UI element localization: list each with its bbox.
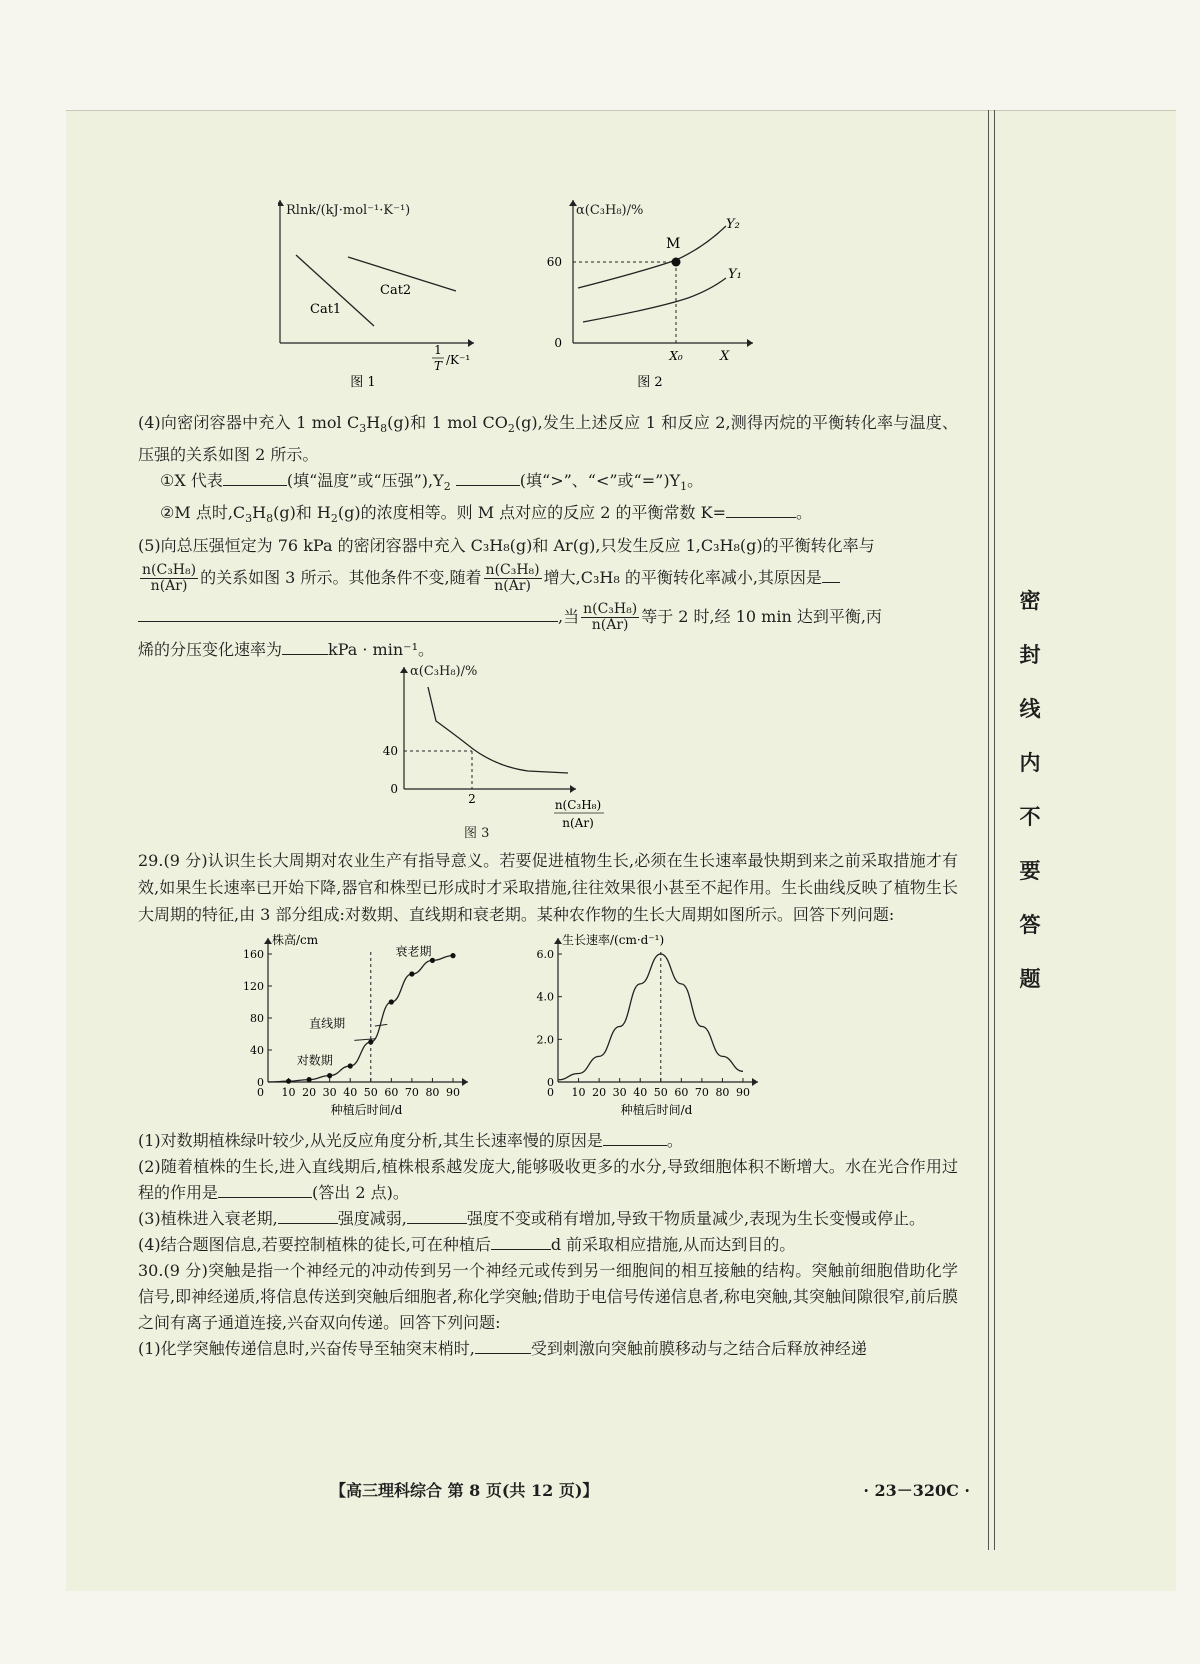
fig2-y-tick: 60 [546,255,562,269]
y-tick-label: 2.0 [536,1032,554,1046]
x-tick-label: 90 [736,1085,750,1099]
q30-sub1: (1)化学突触传递信息时,兴奋传导至轴突末梢时, 受到刺激向突触前膜移动与之结合后释放神经递 [138,1338,867,1358]
q5-frac-b: $\frac{\text{n(C₃H₈)}}{n(Ar)}$ [485,561,540,594]
q29-sub1: (1)对数期植株绿叶较少,从光反应角度分析,其生长速率慢的原因是 。 [138,1130,683,1150]
x-tick-label: 80 [425,1085,440,1099]
data-point [389,999,394,1004]
fig1-x-den: T [433,359,443,373]
fig2-origin: 0 [554,336,562,350]
q5-blank-reason-b[interactable] [138,605,558,622]
figure-1-svg [278,200,478,390]
x-tick-label: 20 [302,1085,317,1099]
y-tick-label: 4.0 [536,990,554,1004]
senescence-phase-label: 衰老期 [395,944,432,959]
data-point [327,1073,332,1078]
x-axis-label: 种植后时间/d [620,1102,693,1117]
q29-blank-4[interactable] [491,1233,551,1250]
x-tick-label: 90 [446,1085,460,1099]
y-tick-label: 80 [250,1011,264,1025]
y-axis-label: 生长速率/(cm·d⁻¹) [562,932,665,947]
y-tick-label: 6.0 [536,947,554,961]
fig3-x-num: n(C₃H₈) [554,797,602,812]
q5-blank-reason-a[interactable] [822,566,840,583]
fig1-cat2-label: Cat2 [380,283,412,298]
x-tick-label: 20 [592,1085,607,1099]
origin-label: 0 [547,1085,554,1099]
x-tick-label: 30 [322,1085,337,1099]
y-tick-label: 120 [243,979,264,993]
fig3-origin: 0 [390,781,398,796]
plant-height-chart [228,932,478,1132]
data-line [558,954,743,1080]
fig2-x0: X₀ [669,349,683,363]
figure-2-svg [538,200,758,390]
q4-blank-k[interactable] [726,501,796,518]
q29-sub2: (2)随着植株的生长,进入直线期后,植株根系越发庞大,能够吸收更多的水分,导致细胞体积不断增大。水在光合作用过程的作用是 (答出 2 点)。 [138,1156,958,1202]
q4-intro: (4)向密闭容器中充入 1 mol $C_3H_8(g)$和 1 mol $CO_2(g)$,发生上述反应 1 和反应 2,测得丙烷的平衡转化率与温度、压强的关系如图 2 所示。 [138,413,958,465]
figure-row-top [138,200,958,410]
q29-blank-3a[interactable] [278,1207,338,1224]
footer-code: · 23－320C · [863,1481,970,1500]
q30-stem: 30.(9 分)突触是指一个神经元的冲动传到另一个神经元或传到另一细胞间的相互接触的结构。突触前细胞借助化学信号,即神经递质,将信息传送到突触后细胞者,称化学突触;借助于电信号传递信息者,称电突触,其突触间隙很窄,前后膜之间有离子通道连接,兴奋双向传递。回答下列问题: [138,1260,958,1332]
x-tick-label: 50 [363,1085,378,1099]
x-tick-label: 50 [653,1085,668,1099]
data-line [268,955,453,1081]
x-tick-label: 40 [633,1085,648,1099]
fig2-y1: Y₁ [728,267,742,282]
y-axis-arrow [264,938,272,944]
binding-line [988,110,995,1550]
data-point [348,1063,353,1068]
q5-frac-c: $\frac{\text{n(C₃H₈)}}{n(Ar)}$ [583,600,638,633]
log-phase-label: 对数期 [296,1052,333,1067]
x-tick-label: 70 [694,1085,709,1099]
seal-char: 线 [1019,696,1041,721]
seal-char: 密 [1019,588,1041,613]
fig3-x-tick: 2 [468,791,476,806]
fig2-y2: Y₂ [726,217,740,232]
q5-line2: $\frac{\text{n(C₃H₈)}}{n(Ar)}$ 的关系如图 3 所示。其他条件不变,随着 $\frac{\text{n(C₃H₈)}}{n(Ar)}$ 增大,C₃H₈ 的平衡转化率减小,其原因是 [138,563,958,594]
figure-1 [278,200,478,398]
q29-figures [138,928,958,1128]
x-axis-arrow [462,1078,468,1086]
q5-blank-rate[interactable] [282,638,328,655]
fig2-y-label: α(C₃H₈)/% [576,203,644,218]
growth-rate-chart [518,932,768,1132]
q30-blank-1[interactable] [475,1337,531,1354]
seal-char: 内 [1019,750,1041,775]
data-point [307,1077,312,1082]
fig2-caption: 图 2 [637,375,663,390]
linear-phase-label: 直线期 [309,1016,346,1031]
q29-blank-3b[interactable] [407,1207,467,1224]
q5-line1: (5)向总压强恒定为 76 kPa 的密闭容器中充入 C₃H₈(g)和 Ar(g),只发生反应 1,C₃H₈(g)的平衡转化率与 [138,535,875,555]
figure-2 [538,200,758,398]
fig1-x-num: 1 [434,343,442,357]
y-axis-label: 株高/cm [272,932,319,947]
q29-sub4: (4)结合题图信息,若要控制植株的徒长,可在种植后 d 前采取相应措施,从而达到目的。 [138,1234,796,1254]
fig1-x-unit: /K⁻¹ [446,353,471,367]
fig3-y-label: α(C₃H₈)/% [410,663,478,679]
x-tick-label: 40 [343,1085,358,1099]
phase-divider-2 [375,1024,387,1026]
x-tick-label: 10 [281,1085,296,1099]
seal-char: 不 [1019,804,1041,829]
q29-sub3: (3)植株进入衰老期, 强度减弱, 强度不变或稍有增加,导致干物质量减少,表现为生长变慢或停止。 [138,1208,926,1228]
q4-blank-y[interactable] [456,469,520,486]
x-tick-label: 80 [715,1085,730,1099]
data-point [450,953,455,958]
fig3-caption: 图 3 [464,825,490,841]
q29-blank-2[interactable] [218,1181,312,1198]
fig3-x-den: n(Ar) [562,815,594,830]
seal-char: 封 [1019,642,1041,667]
q5-line4: 烯的分压变化速率为 kPa · min⁻¹。 [138,639,435,659]
origin-label: 0 [257,1085,264,1099]
x-tick-label: 60 [674,1085,689,1099]
x-tick-label: 60 [384,1085,399,1099]
figure-3 [138,663,958,841]
y-tick-label: 0 [257,1075,264,1089]
q5-line3: ,当 $\frac{\text{n(C₃H₈)}}{n(Ar)}$ 等于 2 时,经 10 min 达到平衡,丙 [138,602,958,633]
q4-blank-x[interactable] [223,469,287,486]
data-point [409,971,414,976]
seal-char: 答 [1019,912,1041,937]
fig1-y-label: Rlnk/(kJ·mol⁻¹·K⁻¹) [286,203,411,218]
x-axis-label: 种植后时间/d [330,1102,403,1117]
seal-char: 题 [1019,966,1041,991]
fig2-x-axis: X [720,349,730,364]
q29-stem: 29.(9 分)认识生长大周期对农业生产有指导意义。若要促进植物生长,必须在生长速率最快期到来之前采取措施才有效,如果生长速率已开始下降,器官和株型已形成时才采取措施,往往效果很小甚至不起作用。生长曲线反映了植物生长大周期的特征,由 3 部分组成:对数期、直线期和衰老期。某种农作物的生长大周期如图所示。回答下列问题: [138,850,958,924]
x-tick-label: 70 [404,1085,419,1099]
data-point [286,1078,291,1083]
q4-sub2: ②M 点时$,C_3H_8(g)$和 $H_2(g)$的浓度相等。则 M 点对应的反应 2 的平衡常数 K= 。 [160,503,812,526]
q4-sub1: ①X 代表 (填“温度”或“压强$”),Y_2$ (填“>”、“<”或“$=”)Y_1$。 [160,471,704,494]
fig2-point-m: M [666,236,681,252]
y-tick-label: 40 [250,1043,264,1057]
fig1-caption: 图 1 [350,375,376,390]
q5-frac-a: $\frac{\text{n(C₃H₈)}}{n(Ar)}$ [142,561,197,594]
x-tick-label: 30 [612,1085,627,1099]
x-tick-label: 10 [571,1085,586,1099]
footer-title: 【高三理科综合 第 8 页(共 12 页)】 [330,1481,599,1500]
fig1-cat1-label: Cat1 [310,302,342,317]
y-tick-label: 160 [243,947,264,961]
x-axis-arrow [752,1078,758,1086]
page-footer [330,1478,970,1501]
y-axis-arrow [554,938,562,944]
seal-line-notice [1015,585,1045,993]
page-content [138,200,958,1362]
y-tick-label: 0 [547,1075,554,1089]
fig3-y-tick: 40 [382,743,398,758]
seal-char: 要 [1019,858,1041,883]
figure-3-svg [378,663,638,841]
